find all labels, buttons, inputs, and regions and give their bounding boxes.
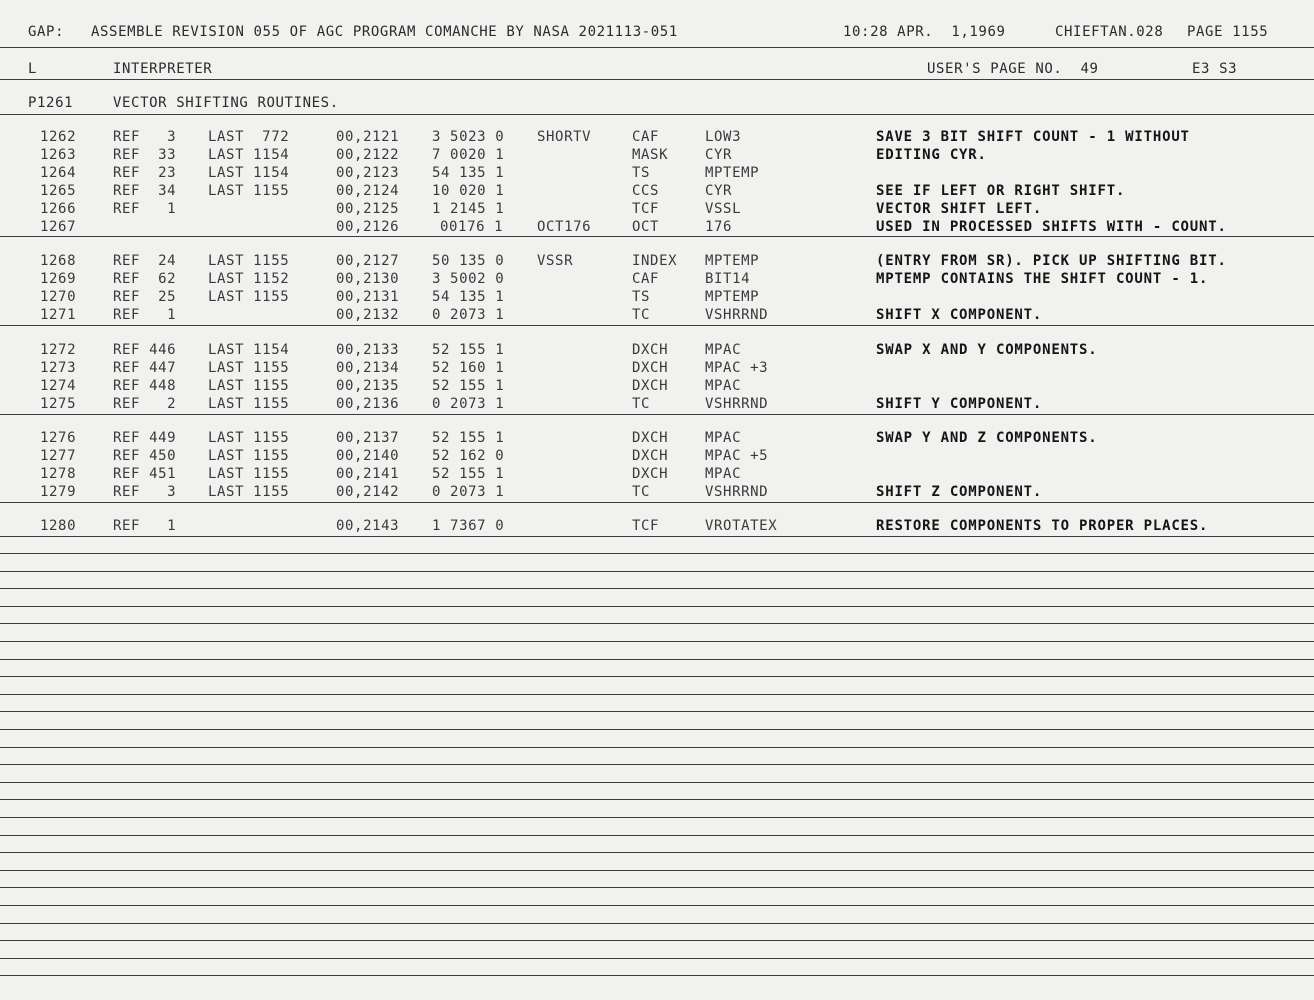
- comment: SWAP Y AND Z COMPONENTS.: [876, 430, 1098, 446]
- last-ref: LAST 772: [208, 129, 290, 145]
- paper-rule: [0, 676, 1314, 677]
- paper-rule: [0, 711, 1314, 712]
- listing-line: [0, 517, 1314, 535]
- object-word: 00176 1: [440, 219, 504, 235]
- line-number: 1280: [40, 518, 77, 534]
- page-title-text: VECTOR SHIFTING ROUTINES.: [113, 95, 339, 111]
- ref-count: REF 1: [113, 307, 177, 323]
- paper-rule: [0, 325, 1314, 326]
- address: 00,2126: [336, 219, 400, 235]
- line-number: 1264: [40, 165, 77, 181]
- listing-line: [0, 341, 1314, 359]
- symbol-label: SHORTV: [537, 129, 592, 145]
- paper-rule: [0, 817, 1314, 818]
- opcode: TCF: [632, 518, 660, 534]
- listing-line: [0, 429, 1314, 447]
- opcode: DXCH: [632, 342, 669, 358]
- address: 00,2121: [336, 129, 400, 145]
- paper-rule: [0, 694, 1314, 695]
- line-number: 1269: [40, 271, 77, 287]
- comment: SEE IF LEFT OR RIGHT SHIFT.: [876, 183, 1126, 199]
- line-number: 1262: [40, 129, 77, 145]
- operand: MPAC +3: [705, 360, 769, 376]
- operand: VSSL: [705, 201, 742, 217]
- comment: SAVE 3 BIT SHIFT COUNT - 1 WITHOUT: [876, 129, 1190, 145]
- opcode: DXCH: [632, 448, 669, 464]
- listing-line: [0, 288, 1314, 306]
- comment: VECTOR SHIFT LEFT.: [876, 201, 1043, 217]
- address: 00,2124: [336, 183, 400, 199]
- last-ref: LAST 1155: [208, 253, 290, 269]
- address: 00,2127: [336, 253, 400, 269]
- paper-rule: [0, 47, 1314, 48]
- paper-rule: [0, 747, 1314, 748]
- symbol-label: VSSR: [537, 253, 574, 269]
- address: 00,2141: [336, 466, 400, 482]
- last-ref: LAST 1155: [208, 360, 290, 376]
- listing-line: [0, 395, 1314, 413]
- ref-count: REF 1: [113, 518, 177, 534]
- address: 00,2140: [336, 448, 400, 464]
- listing-line: [0, 218, 1314, 236]
- listing-line: [0, 483, 1314, 501]
- line-number: 1271: [40, 307, 77, 323]
- paper-rule: [0, 606, 1314, 607]
- paper-rule: [0, 414, 1314, 415]
- line-number: 1276: [40, 430, 77, 446]
- operand: MPAC: [705, 430, 742, 446]
- line-number: 1275: [40, 396, 77, 412]
- address: 00,2133: [336, 342, 400, 358]
- object-word: 3 5002 0: [432, 271, 505, 287]
- listing-line: [0, 447, 1314, 465]
- line-number: 1273: [40, 360, 77, 376]
- operand: VSHRRND: [705, 396, 769, 412]
- operand: MPTEMP: [705, 289, 760, 305]
- symbol-label: OCT176: [537, 219, 592, 235]
- opcode: DXCH: [632, 430, 669, 446]
- opcode: TCF: [632, 201, 660, 217]
- paper-rule: [0, 940, 1314, 941]
- page-number: PAGE 1155: [1187, 24, 1269, 40]
- comment: MPTEMP CONTAINS THE SHIFT COUNT - 1.: [876, 271, 1209, 287]
- paper-rule: [0, 571, 1314, 572]
- object-word: 0 2073 1: [432, 307, 505, 323]
- users-page-number: USER'S PAGE NO. 49: [927, 61, 1099, 77]
- paper-rule: [0, 764, 1314, 765]
- object-word: 52 155 1: [432, 342, 505, 358]
- opcode: DXCH: [632, 360, 669, 376]
- operand: CYR: [705, 147, 733, 163]
- object-word: 0 2073 1: [432, 396, 505, 412]
- ref-count: REF 24: [113, 253, 177, 269]
- line-number: 1266: [40, 201, 77, 217]
- comment: SHIFT X COMPONENT.: [876, 307, 1043, 323]
- opcode: DXCH: [632, 466, 669, 482]
- opcode: CAF: [632, 129, 660, 145]
- listing-header: [0, 23, 1314, 41]
- comment: SWAP X AND Y COMPONENTS.: [876, 342, 1098, 358]
- page-id: P1261: [28, 95, 74, 111]
- object-word: 52 162 0: [432, 448, 505, 464]
- line-number: 1274: [40, 378, 77, 394]
- opcode: INDEX: [632, 253, 678, 269]
- ref-count: REF 449: [113, 430, 177, 446]
- opcode: MASK: [632, 147, 669, 163]
- listing-line: [0, 128, 1314, 146]
- ref-count: REF 3: [113, 484, 177, 500]
- ref-count: REF 25: [113, 289, 177, 305]
- last-ref: LAST 1155: [208, 466, 290, 482]
- listing-line: [0, 164, 1314, 182]
- comment: SHIFT Z COMPONENT.: [876, 484, 1043, 500]
- page-title: [0, 94, 1314, 112]
- paper-rule: [0, 641, 1314, 642]
- operand: VSHRRND: [705, 307, 769, 323]
- ref-count: REF 447: [113, 360, 177, 376]
- paper-rule: [0, 782, 1314, 783]
- ref-count: REF 451: [113, 466, 177, 482]
- comment: SHIFT Y COMPONENT.: [876, 396, 1043, 412]
- assembly-datetime: 10:28 APR. 1,1969: [843, 24, 1006, 40]
- operand: MPAC: [705, 342, 742, 358]
- opcode: CCS: [632, 183, 660, 199]
- operand: VROTATEX: [705, 518, 778, 534]
- address: 00,2123: [336, 165, 400, 181]
- address: 00,2136: [336, 396, 400, 412]
- paper-rule: [0, 852, 1314, 853]
- comment: EDITING CYR.: [876, 147, 987, 163]
- opcode: TS: [632, 165, 651, 181]
- object-word: 1 7367 0: [432, 518, 505, 534]
- opcode: TS: [632, 289, 651, 305]
- address: 00,2131: [336, 289, 400, 305]
- operand: MPTEMP: [705, 165, 760, 181]
- address: 00,2130: [336, 271, 400, 287]
- address: 00,2137: [336, 430, 400, 446]
- address: 00,2122: [336, 147, 400, 163]
- listing-line: [0, 377, 1314, 395]
- paper-rule: [0, 958, 1314, 959]
- line-number: 1263: [40, 147, 77, 163]
- address: 00,2132: [336, 307, 400, 323]
- object-word: 54 135 1: [432, 289, 505, 305]
- paper-rule: [0, 79, 1314, 80]
- address: 00,2142: [336, 484, 400, 500]
- operand: MPAC: [705, 378, 742, 394]
- ref-count: REF 2: [113, 396, 177, 412]
- operand: MPAC +5: [705, 448, 769, 464]
- last-ref: LAST 1155: [208, 448, 290, 464]
- last-ref: LAST 1155: [208, 396, 290, 412]
- paper-rule: [0, 923, 1314, 924]
- job-name: CHIEFTAN.028: [1055, 24, 1164, 40]
- operand: BIT14: [705, 271, 751, 287]
- paper-rule: [0, 236, 1314, 237]
- listing-line: [0, 252, 1314, 270]
- object-word: 1 2145 1: [432, 201, 505, 217]
- address: 00,2134: [336, 360, 400, 376]
- opcode: OCT: [632, 219, 660, 235]
- last-ref: LAST 1155: [208, 484, 290, 500]
- listing-line: [0, 465, 1314, 483]
- line-number: 1272: [40, 342, 77, 358]
- object-word: 52 155 1: [432, 466, 505, 482]
- paper-rule: [0, 114, 1314, 115]
- line-number: 1265: [40, 183, 77, 199]
- object-word: 0 2073 1: [432, 484, 505, 500]
- operand: LOW3: [705, 129, 742, 145]
- listing-flag: L: [28, 61, 38, 77]
- paper-rule: [0, 659, 1314, 660]
- last-ref: LAST 1155: [208, 378, 290, 394]
- last-ref: LAST 1155: [208, 430, 290, 446]
- ref-count: REF 23: [113, 165, 177, 181]
- paper-rule: [0, 887, 1314, 888]
- ref-count: REF 34: [113, 183, 177, 199]
- operand: MPAC: [705, 466, 742, 482]
- ref-count: REF 33: [113, 147, 177, 163]
- listing-line: [0, 200, 1314, 218]
- listing-line: [0, 270, 1314, 288]
- paper-rule: [0, 905, 1314, 906]
- listing-line: [0, 146, 1314, 164]
- object-word: 10 020 1: [432, 183, 505, 199]
- operand: MPTEMP: [705, 253, 760, 269]
- paper-rule: [0, 835, 1314, 836]
- line-number: 1278: [40, 466, 77, 482]
- program-label: GAP:: [28, 24, 65, 40]
- ref-count: REF 1: [113, 201, 177, 217]
- last-ref: LAST 1155: [208, 289, 290, 305]
- paper-rule: [0, 502, 1314, 503]
- ref-count: REF 62: [113, 271, 177, 287]
- last-ref: LAST 1152: [208, 271, 290, 287]
- object-word: 52 160 1: [432, 360, 505, 376]
- object-word: 3 5023 0: [432, 129, 505, 145]
- line-number: 1270: [40, 289, 77, 305]
- last-ref: LAST 1154: [208, 342, 290, 358]
- last-ref: LAST 1154: [208, 165, 290, 181]
- comment: USED IN PROCESSED SHIFTS WITH - COUNT.: [876, 219, 1227, 235]
- address: 00,2143: [336, 518, 400, 534]
- paper-rule: [0, 536, 1314, 537]
- line-number: 1268: [40, 253, 77, 269]
- bank-code: E3 S3: [1192, 61, 1238, 77]
- operand: CYR: [705, 183, 733, 199]
- line-number: 1279: [40, 484, 77, 500]
- listing-subheader: [0, 60, 1314, 78]
- operand: VSHRRND: [705, 484, 769, 500]
- ref-count: REF 3: [113, 129, 177, 145]
- listing-line: [0, 182, 1314, 200]
- paper-rule: [0, 870, 1314, 871]
- paper-rule: [0, 975, 1314, 976]
- comment: (ENTRY FROM SR). PICK UP SHIFTING BIT.: [876, 253, 1227, 269]
- opcode: TC: [632, 484, 651, 500]
- ref-count: REF 446: [113, 342, 177, 358]
- comment: RESTORE COMPONENTS TO PROPER PLACES.: [876, 518, 1209, 534]
- ref-count: REF 448: [113, 378, 177, 394]
- listing-line: [0, 306, 1314, 324]
- object-word: 50 135 0: [432, 253, 505, 269]
- paper-rule: [0, 799, 1314, 800]
- paper-rule: [0, 553, 1314, 554]
- operand: 176: [705, 219, 733, 235]
- opcode: DXCH: [632, 378, 669, 394]
- last-ref: LAST 1155: [208, 183, 290, 199]
- listing-line: [0, 359, 1314, 377]
- last-ref: LAST 1154: [208, 147, 290, 163]
- line-number: 1277: [40, 448, 77, 464]
- paper-rule: [0, 729, 1314, 730]
- assembly-title: ASSEMBLE REVISION 055 OF AGC PROGRAM COMANCHE BY NASA 2021113-051: [91, 24, 678, 40]
- paper-rule: [0, 588, 1314, 589]
- line-number: 1267: [40, 219, 77, 235]
- address: 00,2135: [336, 378, 400, 394]
- opcode: TC: [632, 396, 651, 412]
- ref-count: REF 450: [113, 448, 177, 464]
- opcode: CAF: [632, 271, 660, 287]
- object-word: 52 155 1: [432, 430, 505, 446]
- section-name: INTERPRETER: [113, 61, 213, 77]
- object-word: 54 135 1: [432, 165, 505, 181]
- address: 00,2125: [336, 201, 400, 217]
- paper-rule: [0, 623, 1314, 624]
- object-word: 52 155 1: [432, 378, 505, 394]
- object-word: 7 0020 1: [432, 147, 505, 163]
- opcode: TC: [632, 307, 651, 323]
